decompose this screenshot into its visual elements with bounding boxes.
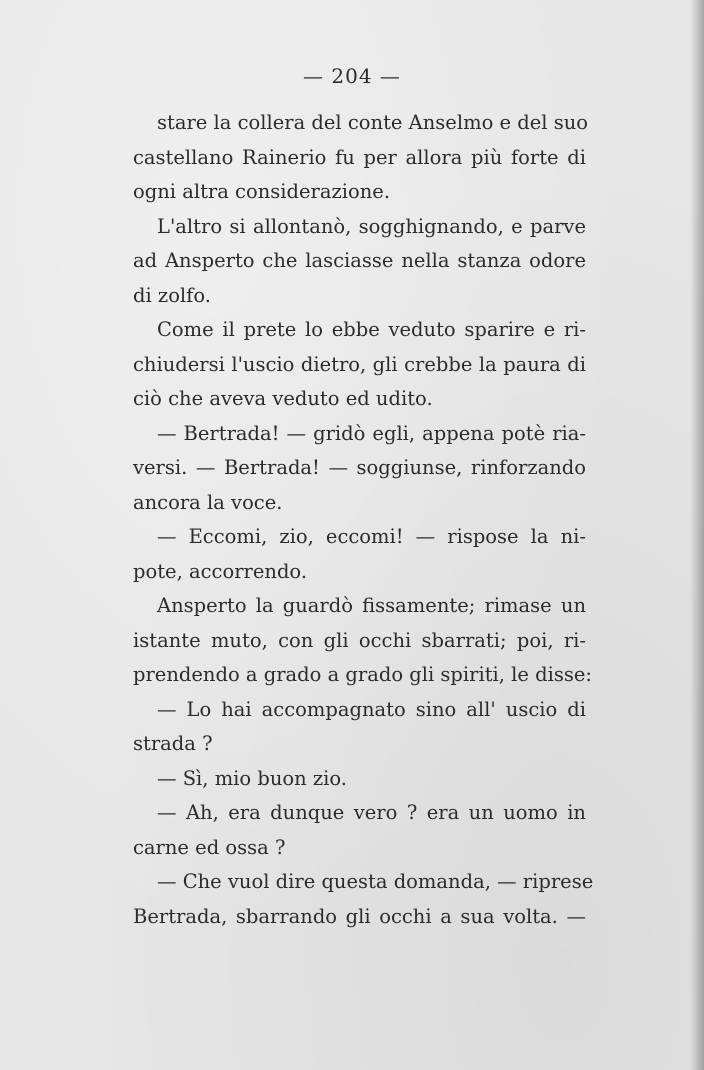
text-line: — Ah, era dunque vero ? era un uomo in [157,801,586,824]
body-text [133,106,594,934]
text-line: ad Ansperto che lasciasse nella stanza odore [133,249,586,272]
text-line: — Lo hai accompagnato sino all' uscio di [157,697,586,721]
text-line: carne ed ossa ? [133,835,286,859]
text-line: istante muto, con gli occhi sbarrati; poi, ri- [133,628,586,652]
text-line: Ansperto la guardò fissamente; rimase un [157,594,586,617]
text-line: L'altro si allontanò, sogghignando, e parve [157,214,586,238]
text-line: prendendo a grado a grado gli spiriti, le disse: [133,663,592,686]
text-line: ciò che aveva veduto ed udito. [133,387,433,410]
text-line: Bertrada, sbarrando gli occhi a sua volta. — [133,904,586,928]
text-line: — Eccomi, zio, eccomi! — rispose la ni- [157,525,586,548]
text-line: Come il prete lo ebbe veduto sparire e ri- [157,318,586,341]
text-line: pote, accorrendo. [133,559,308,583]
text-line: chiudersi l'uscio dietro, gli crebbe la paura di [133,352,586,376]
page-number: — 204 — [303,64,401,88]
text-line: — Che vuol dire questa domanda, — riprese [157,870,594,893]
page-edge-shadow [690,0,704,1070]
text-line: castellano Rainerio fu per allora più forte di [133,145,586,169]
text-line: di zolfo. [133,283,211,307]
text-line: versi. — Bertrada! — soggiunse, rinforzando [133,456,586,479]
text-line: strada ? [133,732,213,755]
text-line: — Bertrada! — gridò egli, appena potè ria- [157,421,586,445]
text-line: stare la collera del conte Anselmo e del suo [157,111,589,134]
text-line: ancora la voce. [133,490,283,514]
text-line: — Sì, mio buon zio. [157,766,348,790]
text-line: ogni altra considerazione. [133,180,391,203]
